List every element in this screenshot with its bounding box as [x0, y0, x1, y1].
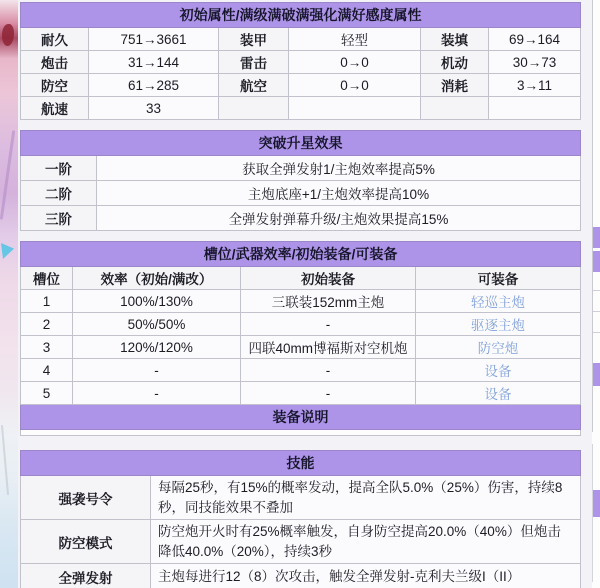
- equip-header-initial: 初始装备: [241, 267, 416, 290]
- equip-initial: 三联装152mm主炮: [241, 290, 416, 313]
- stat-label-armor: 装甲: [219, 28, 289, 51]
- equipment-table-title: 槽位/武器效率/初始装备/可装备: [21, 242, 581, 267]
- equip-row-5: [21, 382, 581, 405]
- equip-link-light-cruiser-gun[interactable]: 轻巡主炮: [471, 295, 526, 310]
- break-stage-2: 二阶: [21, 181, 97, 206]
- equip-header-equippable: 可装备: [416, 267, 581, 290]
- skill-description: 防空炮开火时有25%概率触发，自身防空提高20.0%（40%）但炮击降低40.0%（20%），持续3秒: [151, 520, 581, 564]
- adjacent-header-fragment: [593, 490, 600, 517]
- equip-row-4: [21, 359, 581, 382]
- adjacent-row-border: [593, 290, 600, 291]
- skill-row-assault-order: [21, 476, 581, 520]
- break-effect-3: 全弹发射弹幕升级/主炮效果提高15%: [97, 206, 581, 231]
- stat-label-durability: 耐久: [21, 28, 89, 51]
- adjacent-table-edge: [592, 0, 600, 588]
- art-hair-strand-2: [1, 425, 9, 495]
- adjacent-header-fragment: [593, 251, 600, 272]
- stat-label-speed: 航速: [21, 97, 89, 120]
- stat-label-consumption: 消耗: [421, 74, 489, 97]
- art-hair-strand: [0, 130, 15, 220]
- break-effect-1: 获取全弹发射1/主炮效率提高5%: [97, 156, 581, 181]
- adjacent-header-fragment: [593, 363, 600, 386]
- equip-row-1: [21, 290, 581, 313]
- skills-table-title: 技能: [21, 451, 581, 476]
- adjacent-row-border: [593, 332, 600, 333]
- main-content: [20, 0, 580, 588]
- stat-value-reload: 69→164: [489, 28, 581, 51]
- stat-label-firepower: 炮击: [21, 51, 89, 74]
- equip-initial: -: [241, 359, 416, 382]
- equip-link-antiair-gun[interactable]: 防空炮: [477, 341, 519, 356]
- equip-header-slot: 槽位: [21, 267, 73, 290]
- equip-efficiency: -: [73, 359, 241, 382]
- breakthrough-table-title: 突破升星效果: [21, 131, 581, 156]
- skill-name: 强袭号令: [21, 476, 151, 520]
- breakthrough-table: [20, 130, 581, 231]
- skill-name: 防空模式: [21, 520, 151, 564]
- stat-label-evasion: 机动: [421, 51, 489, 74]
- stat-empty-cell: [219, 97, 289, 120]
- skill-description: 每隔25秒，有15%的概率发动，提高全队5.0%（25%）伤害，持续8秒，同技能效果不叠加: [151, 476, 581, 520]
- equipment-notes-bar: 装备说明: [21, 405, 581, 430]
- stat-empty-cell: [489, 97, 581, 120]
- equip-link-auxiliary-1[interactable]: 设备: [484, 364, 512, 379]
- break-effect-2: 主炮底座+1/主炮效率提高10%: [97, 181, 581, 206]
- equip-slot: 4: [21, 359, 73, 382]
- stat-empty-cell: [289, 97, 421, 120]
- equip-initial: -: [241, 313, 416, 336]
- stat-value-antiair: 61→285: [89, 74, 219, 97]
- equipment-notes-empty: [21, 430, 581, 436]
- stat-value-consumption: 3→11: [489, 74, 581, 97]
- equip-initial: -: [241, 382, 416, 405]
- art-cyan-detail: [1, 243, 14, 259]
- stat-value-torpedo: 0→0: [289, 51, 421, 74]
- equip-header-efficiency: 效率（初始/满改）: [73, 267, 241, 290]
- stat-label-aviation: 航空: [219, 74, 289, 97]
- break-stage-1: 一阶: [21, 156, 97, 181]
- stat-value-evasion: 30→73: [489, 51, 581, 74]
- adjacent-header-fragment: [593, 227, 600, 248]
- equip-efficiency: 120%/120%: [73, 336, 241, 359]
- equip-link-destroyer-gun[interactable]: 驱逐主炮: [471, 318, 526, 333]
- stat-empty-cell: [421, 97, 489, 120]
- stats-table: [20, 2, 581, 120]
- break-stage-3: 三阶: [21, 206, 97, 231]
- stat-label-antiair: 防空: [21, 74, 89, 97]
- equip-efficiency: 100%/130%: [73, 290, 241, 313]
- equip-efficiency: 50%/50%: [73, 313, 241, 336]
- skill-row-antiair-mode: [21, 520, 581, 564]
- equip-slot: 5: [21, 382, 73, 405]
- skill-name: 全弹发射: [21, 564, 151, 588]
- stat-value-armor: 轻型: [289, 28, 421, 51]
- equip-row-3: [21, 336, 581, 359]
- stat-label-reload: 装填: [421, 28, 489, 51]
- stat-value-speed: 33: [89, 97, 219, 120]
- skill-row-full-barrage: [21, 564, 581, 588]
- adjacent-row-border: [593, 311, 600, 312]
- equipment-table: [20, 241, 581, 436]
- equip-row-2: [21, 313, 581, 336]
- equip-slot: 2: [21, 313, 73, 336]
- equip-link-auxiliary-2[interactable]: 设备: [484, 387, 512, 402]
- character-art-sliver: [0, 0, 18, 588]
- stat-value-aviation: 0→0: [289, 74, 421, 97]
- equip-efficiency: -: [73, 382, 241, 405]
- stat-label-torpedo: 雷击: [219, 51, 289, 74]
- equip-slot: 1: [21, 290, 73, 313]
- art-red-detail: [2, 24, 14, 46]
- skills-table: [20, 450, 581, 588]
- stats-table-title: 初始属性/满级满破满强化满好感度属性: [21, 3, 581, 28]
- stat-value-durability: 751→3661: [89, 28, 219, 51]
- stat-value-firepower: 31→144: [89, 51, 219, 74]
- equip-slot: 3: [21, 336, 73, 359]
- skill-description: 主炮每进行12（8）次攻击，触发全弹发射-克利夫兰级I（II）: [151, 564, 581, 588]
- equip-initial: 四联40mm博福斯对空机炮: [241, 336, 416, 359]
